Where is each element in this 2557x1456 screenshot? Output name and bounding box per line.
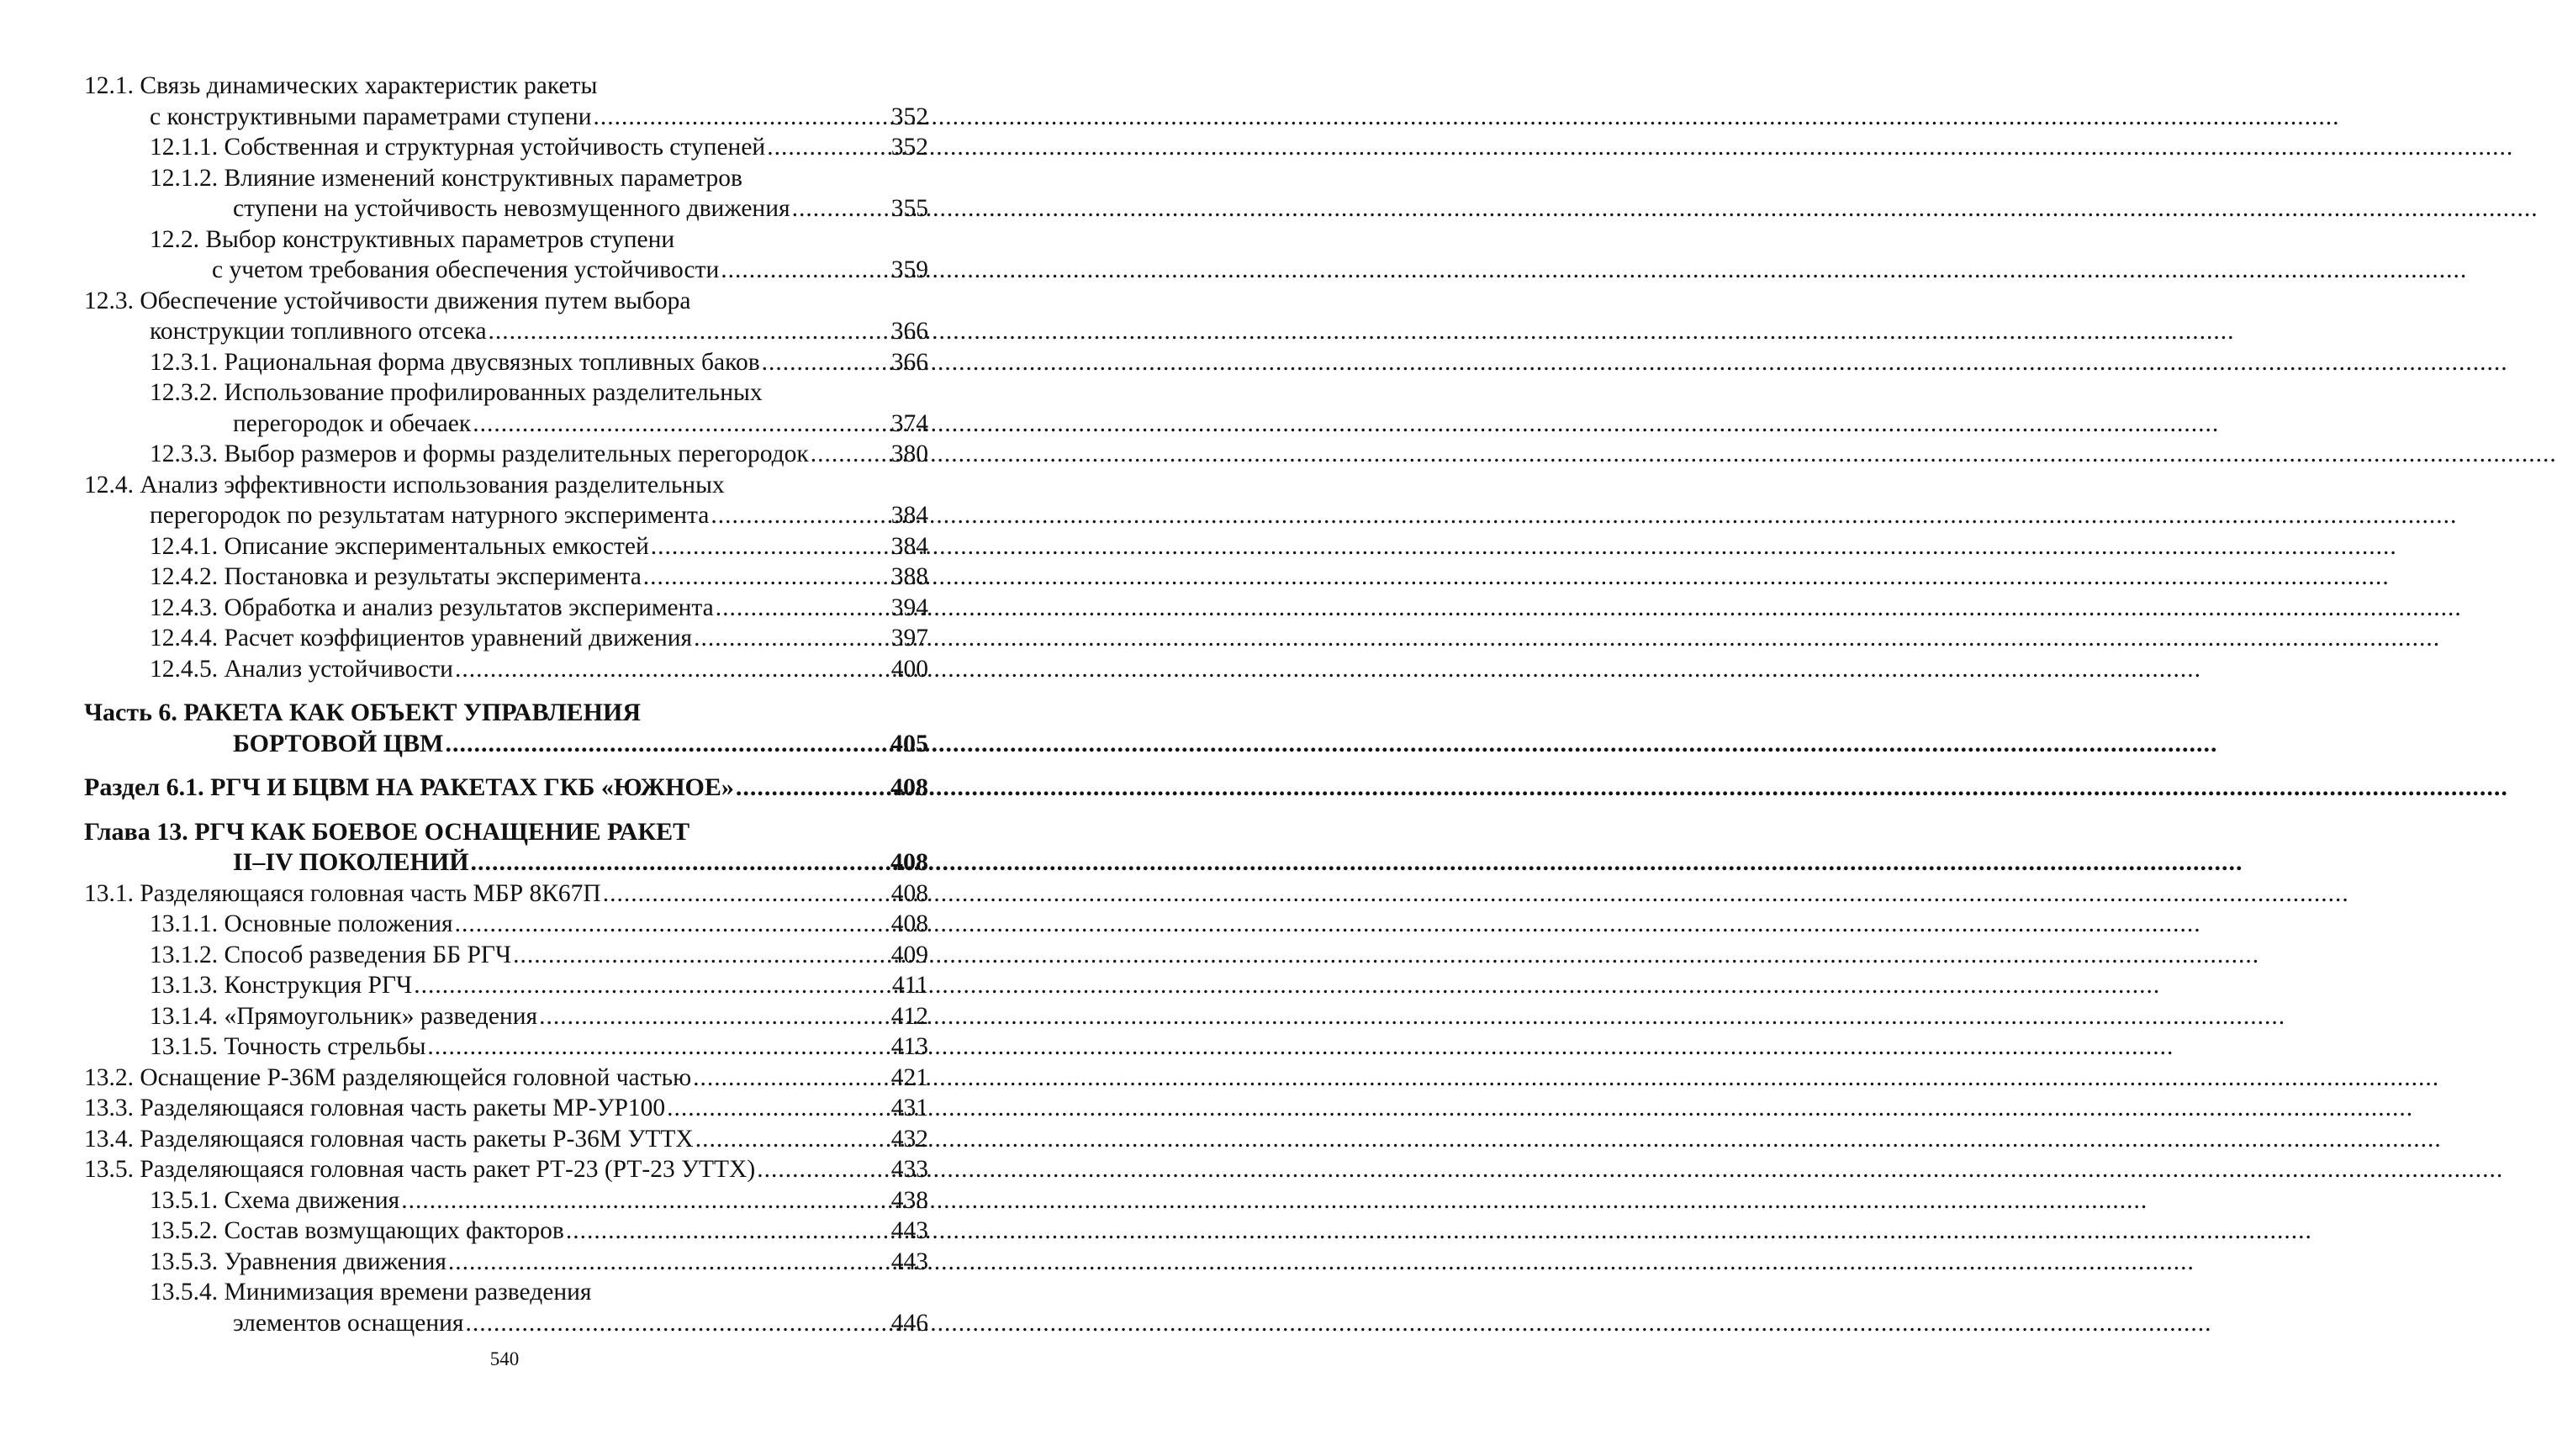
toc-entry-title: перегородок по результатам натурного эксперимента [150,502,710,529]
toc-entry-title: 12.1.1. Собственная и структурная устойчивость ступеней [150,134,766,161]
toc-entry [84,940,928,971]
toc-entry-page: 359 [890,256,928,283]
toc-entry-page: 443 [890,1217,928,1244]
toc-entry-title: с конструктивными параметрами ступени [150,103,592,130]
toc-entry-page: 366 [890,318,928,345]
toc-entry-title: 12.4.2. Постановка и результаты эксперимента [150,563,642,590]
toc-entry-page: 388 [890,563,928,590]
dot-leader [762,347,890,378]
toc-entry [84,654,928,685]
toc-entry-title: с учетом требования обеспечения устойчивости [212,256,720,283]
toc-entry-title: 13.5.1. Схема движения [150,1186,400,1214]
toc-entry [84,1001,928,1032]
toc-entry [84,1247,928,1278]
toc-entry-title: 12.3. Обеспечение устойчивости движения путем выбора [84,287,691,314]
toc-entry-title: 13.4. Разделяющаяся головная часть ракеты Р-36М УТТХ [84,1125,694,1153]
toc-entry-title: Глава 13. РГЧ КАК БОЕВОЕ ОСНАЩЕНИЕ РАКЕТ [84,817,690,846]
dot-leader [757,1154,890,1185]
toc-entry-page: 413 [890,1033,928,1060]
toc-entry-title: 13.5.2. Состав возмущающих факторов [150,1217,564,1244]
toc-entry [84,593,928,624]
toc-entry [84,1308,928,1339]
toc-entry-title: 13.1. Разделяющаяся головная часть МБР 8К67П [84,879,601,907]
toc-entry [84,377,928,409]
toc-entry [84,255,928,286]
dot-leader [448,1247,890,1278]
toc-heading [84,817,928,848]
toc-entry-title: 12.3.3. Выбор размеров и формы разделительных перегородок [150,440,809,467]
toc-heading [84,847,928,878]
toc-entry-title: 12.1. Связь динамических характеристик ракеты [84,72,598,99]
dot-leader [566,1216,890,1247]
toc-entry-title: II–IV ПОКОЛЕНИЙ [233,848,469,876]
toc-entry-page: 443 [890,1248,928,1275]
toc-entry [84,909,928,940]
toc-entry-title: 13.3. Разделяющаяся головная часть ракеты МР-УР100 [84,1095,666,1121]
toc-entry-title: перегородок и обечаек [233,409,472,437]
dot-leader [695,1124,890,1155]
toc-entry-title: конструкции топливного отсека [150,318,487,345]
toc-entry [84,970,928,1001]
dot-leader [427,1031,889,1063]
toc-entry-page: 400 [890,655,928,683]
toc-entry-page: 409 [890,941,928,968]
toc-heading [84,773,928,804]
dot-leader [667,1093,890,1124]
dot-leader [455,654,890,685]
toc-entry-title: 12.4.1. Описание экспериментальных емкостей [150,532,649,560]
toc-entry-title: БОРТОВОЙ ЦВМ [233,729,444,757]
toc-entry-page: 374 [890,409,928,437]
toc-entry-page: 397 [890,625,928,652]
toc-entry-page: 408 [890,848,928,876]
toc-entry [84,1063,928,1094]
dot-leader [539,1001,890,1032]
toc-entry-page: 408 [890,910,928,937]
toc-entry [84,163,928,194]
toc-entry-page: 384 [890,532,928,560]
toc-entry-title: 13.5.4. Минимизация времени разведения [150,1279,592,1306]
toc-entry-title: 13.1.3. Конструкция РГЧ [150,972,413,999]
dot-leader [445,729,889,760]
toc-heading [84,729,928,760]
toc-entry [84,500,928,531]
toc-entry-page: 405 [890,729,928,757]
toc-entry-title: 13.1.5. Точность стрельбы [150,1033,426,1060]
toc-entry [84,193,928,224]
toc-entry-title: 13.1.1. Основные положения [150,910,453,937]
toc-entry [84,531,928,562]
toc-entry [84,1124,928,1155]
toc-entry [84,623,928,654]
toc-entry-page: 412 [890,1002,928,1030]
dot-leader [455,909,890,940]
toc-entry-title: 12.4.5. Анализ устойчивости [150,655,453,683]
toc-entry [84,562,928,593]
dot-leader [603,878,890,910]
document-page [0,0,1009,1456]
toc-entry-title: элементов оснащения [233,1309,464,1337]
toc-entry [84,286,928,317]
toc-entry-title: 13.5. Разделяющаяся головная часть ракет РТ-23 (РТ-23 УТТХ) [84,1156,756,1183]
toc-entry [84,470,928,501]
toc-entry-page: 380 [890,440,928,467]
dot-leader [489,316,890,347]
toc-entry-title: 12.4. Анализ эффективности использования разделительных [84,471,725,499]
toc-entry-page: 432 [890,1125,928,1153]
dot-leader [792,193,890,224]
dot-leader [643,562,890,593]
dot-leader [693,1063,890,1094]
dot-leader [414,970,890,1001]
toc-entry-title: 13.2. Оснащение Р-36М разделяющейся головной частью [84,1063,692,1091]
toc-entry-title: 12.3.2. Использование профилированных разделительных [150,379,763,406]
toc-entry [84,132,928,163]
toc-entry-page: 421 [890,1063,928,1091]
toc-entry-page: 355 [890,195,928,222]
toc-entry-page: 433 [890,1156,928,1183]
toc-entry [84,1216,928,1247]
dot-leader [465,1308,889,1339]
table-of-contents [84,71,928,1338]
toc-entry-page: 352 [890,134,928,161]
dot-leader [651,531,890,562]
toc-entry-page: 394 [890,593,928,621]
toc-entry [84,224,928,256]
toc-entry-title: 12.4.3. Обработка и анализ результатов эксперимента [150,593,714,621]
dot-leader [513,940,890,971]
toc-entry-page: 352 [890,103,928,130]
toc-entry [84,1093,928,1124]
dot-leader [767,132,890,163]
toc-entry [84,1031,928,1063]
dot-leader [721,255,889,286]
toc-entry [84,316,928,347]
toc-entry [84,71,928,102]
toc-entry [84,1154,928,1185]
toc-entry-title: Часть 6. РАКЕТА КАК ОБЪЕКТ УПРАВЛЕНИЯ [84,699,642,726]
toc-entry-page: 431 [890,1095,928,1121]
toc-entry-title: ступени на устойчивость невозмущенного движения [233,195,790,222]
toc-entry-title: Раздел 6.1. РГЧ И БЦВМ НА РАКЕТАХ ГКБ «ЮЖНОЕ» [84,773,734,801]
toc-entry-page: 408 [890,879,928,907]
dot-leader [811,439,890,470]
toc-entry [84,878,928,910]
toc-entry-page: 408 [890,773,928,801]
dot-leader [401,1185,890,1216]
toc-entry-title: 13.1.2. Способ разведения ББ РГЧ [150,941,512,968]
toc-entry-page: 384 [890,502,928,529]
toc-entry-title: 12.3.1. Рациональная форма двусвязных топливных баков [150,348,760,376]
dot-leader [694,623,890,654]
toc-entry-title: 12.4.4. Расчет коэффициентов уравнений движения [150,625,693,652]
dot-leader [594,102,890,133]
page-number: 540 [489,1348,520,1369]
toc-entry [84,102,928,133]
toc-entry-page: 446 [890,1309,928,1337]
toc-entry-title: 12.2. Выбор конструктивных параметров ступени [150,225,675,253]
dot-leader [716,593,890,624]
dot-leader [471,847,889,878]
toc-entry [84,347,928,378]
toc-entry-title: 13.5.3. Уравнения движения [150,1248,446,1275]
toc-entry-title: 12.1.2. Влияние изменений конструктивных параметров [150,164,742,192]
toc-entry-page: 438 [890,1186,928,1214]
toc-entry-page: 411 [891,972,928,999]
dot-leader [736,773,889,804]
dot-leader [711,500,889,531]
dot-leader [473,409,890,440]
toc-entry-page: 366 [890,348,928,376]
toc-entry [84,1185,928,1216]
toc-entry-title: 13.1.4. «Прямоугольник» разведения [150,1002,538,1030]
toc-entry [84,439,928,470]
toc-entry [84,1277,928,1308]
toc-heading [84,698,928,729]
toc-entry [84,409,928,440]
